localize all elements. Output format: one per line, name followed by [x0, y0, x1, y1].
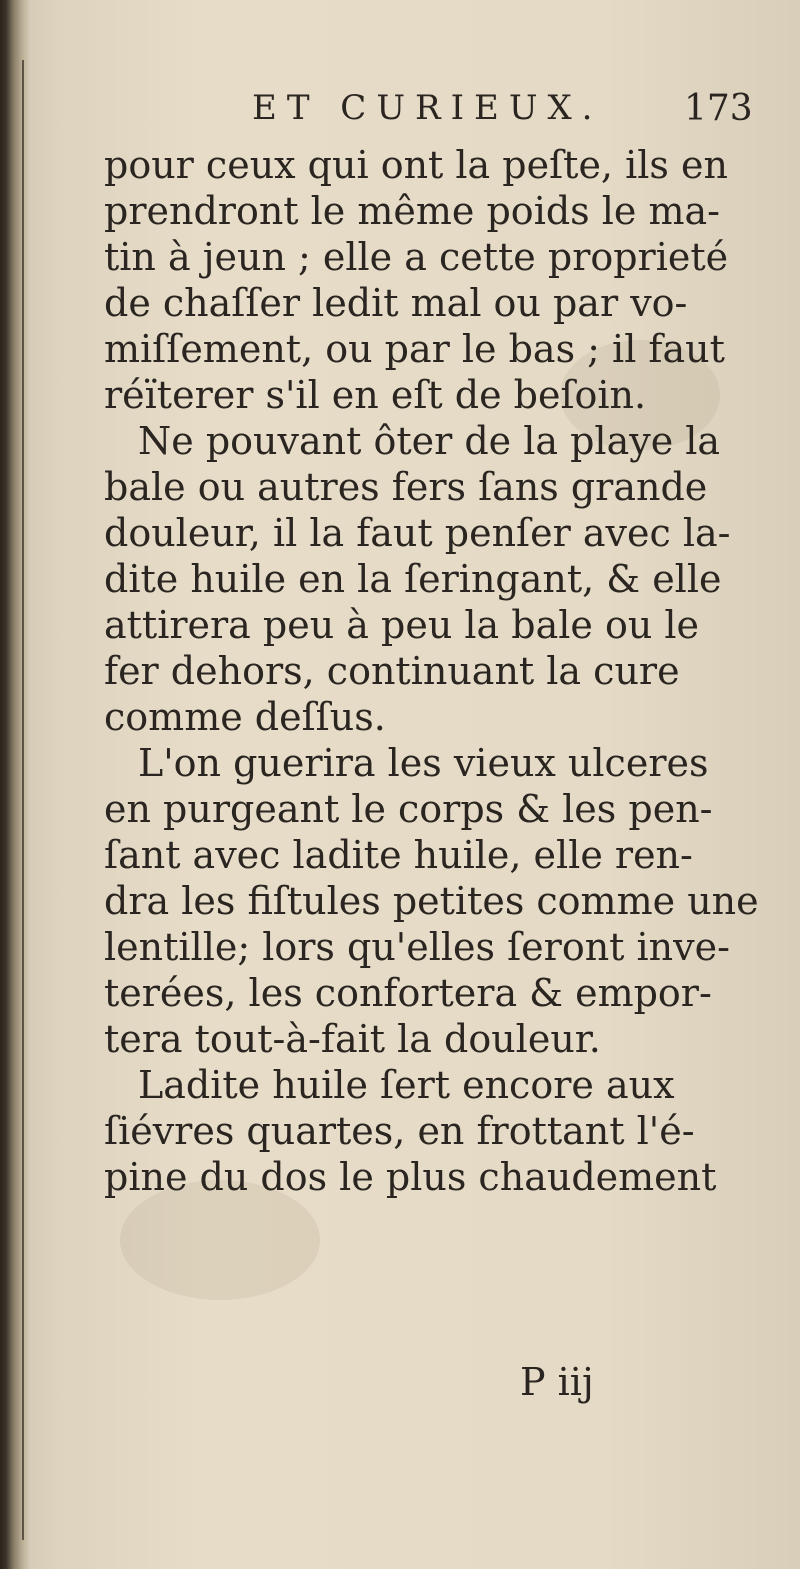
text-line: en purgeant le corps & les pen- — [104, 787, 713, 831]
text-line: ſiévres quartes, en frottant l'é- — [104, 1109, 695, 1153]
text-line: comme deſſus. — [104, 695, 386, 739]
text-line: de chaſſer ledit mal ou par vo- — [104, 281, 688, 325]
catchword-signature: P iij — [520, 1360, 594, 1404]
text-line: dite huile en la ſeringant, & elle — [104, 557, 722, 601]
gutter-line — [22, 60, 24, 1540]
text-line: bale ou autres fers ſans grande — [104, 465, 708, 509]
book-spine-shadow — [0, 0, 30, 1569]
text-line: tin à jeun ; elle a cette proprieté — [104, 235, 729, 279]
running-head-title: ET CURIEUX. — [252, 88, 603, 128]
text-line: Ladite huile ſert encore aux — [138, 1063, 675, 1107]
text-line: pour ceux qui ont la peſte, ils en — [104, 143, 728, 187]
text-line: douleur, il la faut penſer avec la- — [104, 511, 731, 555]
text-line: lentille; lors qu'elles ſeront inve- — [104, 925, 730, 969]
body-text — [104, 142, 759, 1200]
text-line: prendront le même poids le ma- — [104, 189, 720, 233]
text-line: réïterer s'il en eſt de beſoin. — [104, 373, 647, 417]
text-line: miſſement, ou par le bas ; il faut — [104, 327, 725, 371]
text-line: attirera peu à peu la bale ou le — [104, 603, 700, 647]
text-line: terées, les confortera & empor- — [104, 971, 712, 1015]
text-line: dra les fiſtules petites comme une — [104, 879, 759, 923]
text-line: fer dehors, continuant la cure — [104, 649, 680, 693]
text-line: tera tout-à-fait la douleur. — [104, 1017, 601, 1061]
text-line: pine du dos le plus chaudement — [104, 1155, 717, 1199]
text-line: ſant avec ladite huile, elle ren- — [104, 833, 693, 877]
text-line: L'on guerira les vieux ulceres — [138, 741, 709, 785]
text-line: Ne pouvant ôter de la playe la — [138, 419, 721, 463]
running-head — [0, 88, 800, 138]
page-number: 173 — [684, 88, 753, 129]
